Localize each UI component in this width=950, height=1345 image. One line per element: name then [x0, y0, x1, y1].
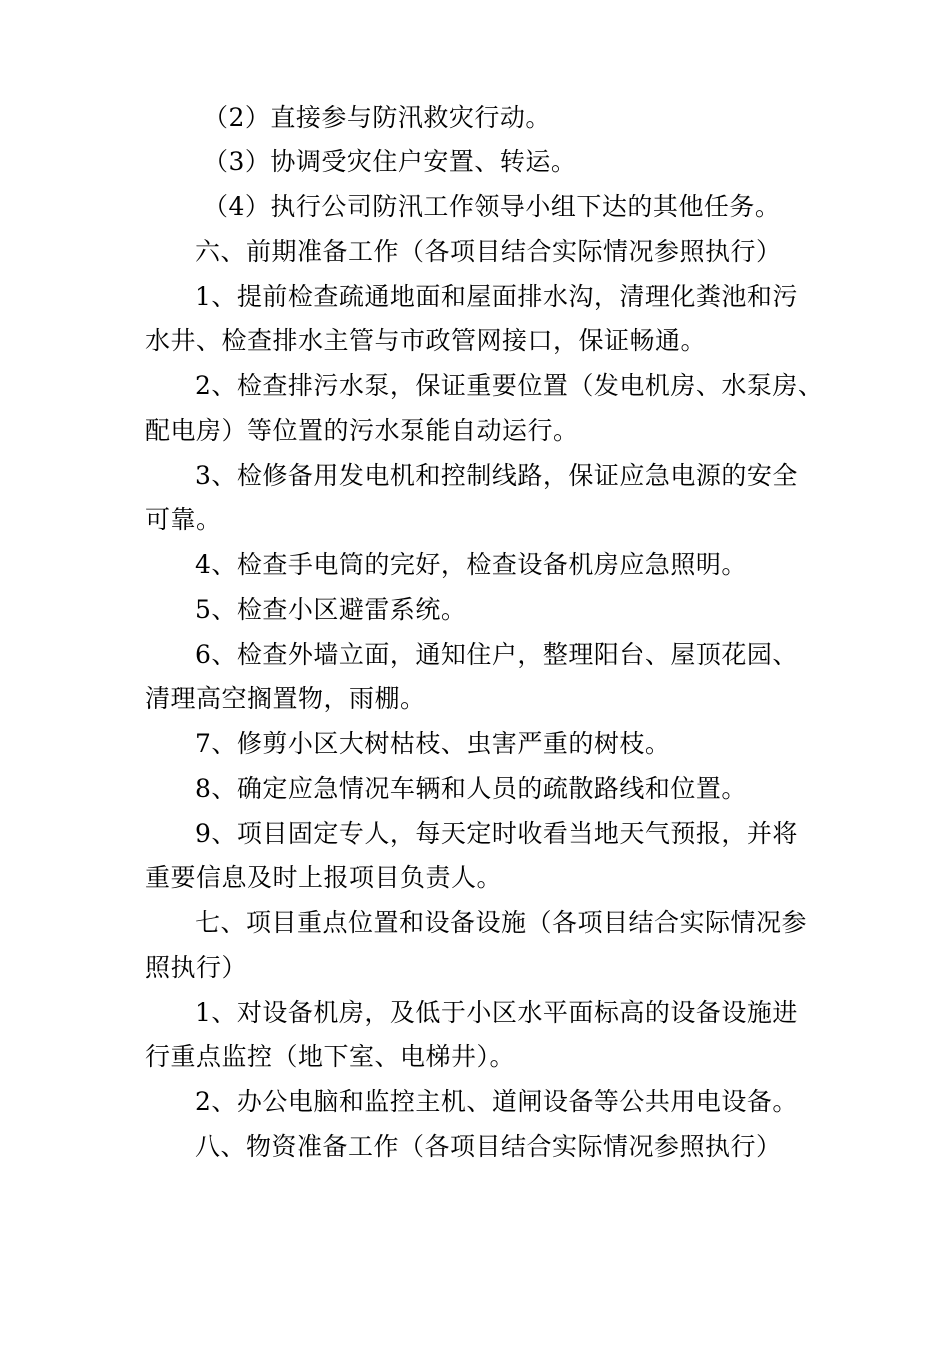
key-item-1-line-1: 1、对设备机房，及低于小区水平面标高的设备设施进 [195, 998, 798, 1027]
prep-item-9-line-1: 9、项目固定专人，每天定时收看当地天气预报，并将 [195, 819, 798, 848]
section-heading-7-line-1: 七、项目重点位置和设备设施（各项目结合实际情况参 [195, 908, 808, 937]
prep-item-2-line-2: 配电房）等位置的污水泵能自动运行。 [145, 416, 579, 445]
prep-item-1-line-2: 水井、检查排水主管与市政管网接口，保证畅通。 [145, 326, 707, 355]
section-heading-6: 六、前期准备工作（各项目结合实际情况参照执行） [195, 237, 782, 266]
prep-item-2-line-1: 2、检查排污水泵，保证重要位置（发电机房、水泵房、 [195, 371, 824, 400]
task-item-3: （3）协调受灾住户安置、转运。 [203, 147, 577, 176]
section-heading-8: 八、物资准备工作（各项目结合实际情况参照执行） [195, 1132, 782, 1161]
prep-item-4: 4、检查手电筒的完好，检查设备机房应急照明。 [195, 550, 747, 579]
prep-item-3-line-1: 3、检修备用发电机和控制线路，保证应急电源的安全 [195, 461, 798, 490]
section-heading-7-line-2: 照执行） [145, 953, 248, 982]
key-item-2: 2、办公电脑和监控主机、道闸设备等公共用电设备。 [195, 1087, 798, 1116]
prep-item-8: 8、确定应急情况车辆和人员的疏散路线和位置。 [195, 774, 747, 803]
prep-item-7: 7、修剪小区大树枯枝、虫害严重的树枝。 [195, 729, 671, 758]
prep-item-6-line-2: 清理高空搁置物，雨棚。 [145, 684, 426, 713]
prep-item-3-line-2: 可靠。 [145, 505, 222, 534]
task-item-2: （2）直接参与防汛救灾行动。 [203, 103, 551, 132]
prep-item-1-line-1: 1、提前检查疏通地面和屋面排水沟，清理化粪池和污 [195, 282, 798, 311]
prep-item-9-line-2: 重要信息及时上报项目负责人。 [145, 863, 503, 892]
key-item-1-line-2: 行重点监控（地下室、电梯井）。 [145, 1042, 516, 1071]
prep-item-5: 5、检查小区避雷系统。 [195, 595, 467, 624]
task-item-4: （4）执行公司防汛工作领导小组下达的其他任务。 [203, 192, 781, 221]
prep-item-6-line-1: 6、检查外墙立面，通知住户，整理阳台、屋顶花园、 [195, 640, 798, 669]
